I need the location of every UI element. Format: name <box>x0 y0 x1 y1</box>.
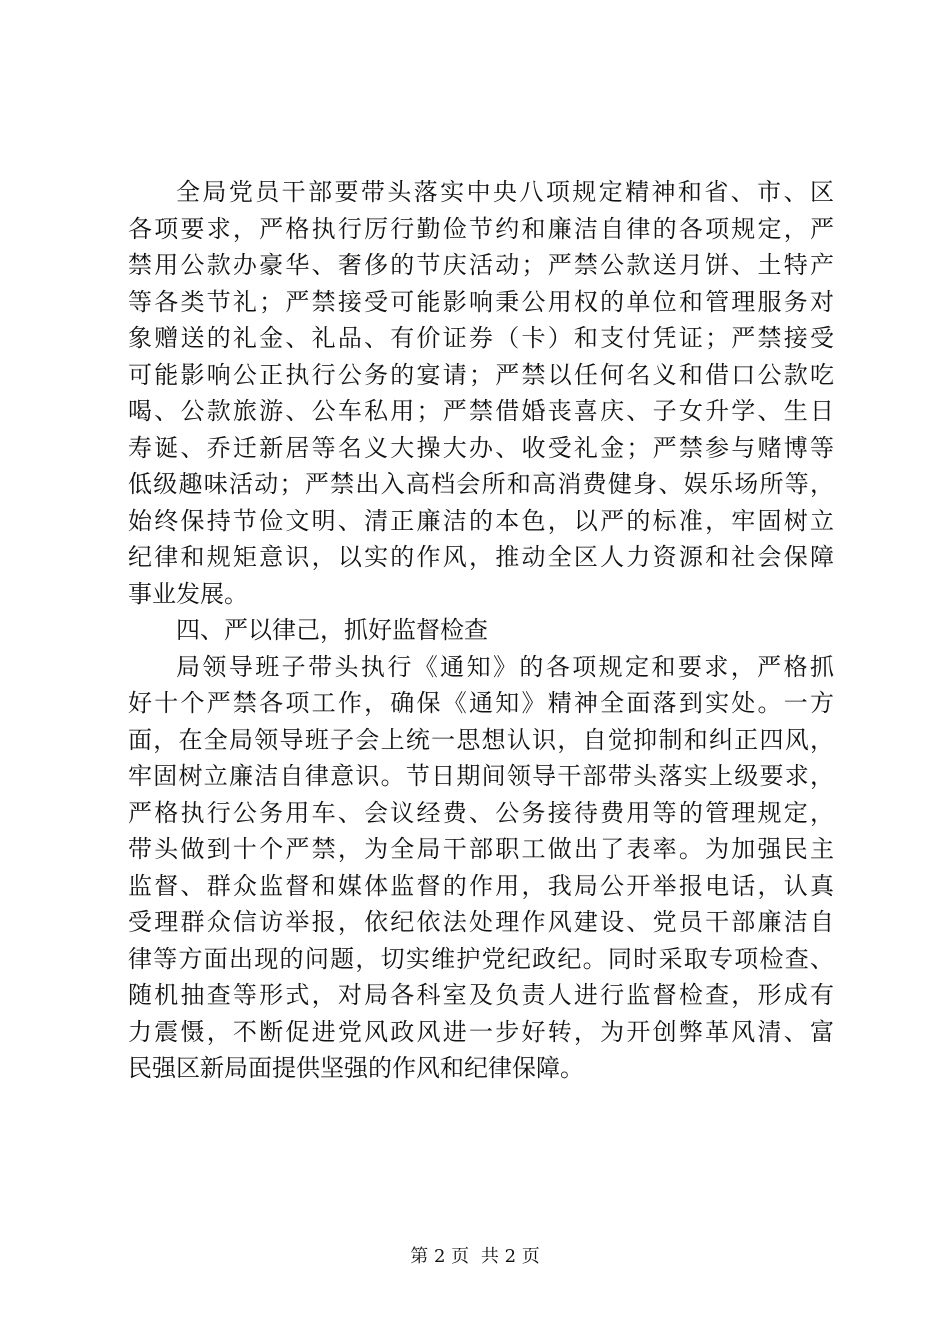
text-line: 力震慑，不断促进党风政风进一步好转，为开创弊革风清、富 <box>128 1017 834 1046</box>
paragraph-supervision <box>128 649 834 1087</box>
text-line: 低级趣味活动；严禁出入高档会所和高消费健身、娱乐场所等， <box>128 470 834 498</box>
page-number: 第 2 页 <box>410 1246 470 1267</box>
text-line: 民强区新局面提供坚强的作风和纪律保障。 <box>128 1054 584 1082</box>
text-line: 牢固树立廉洁自律意识。节日期间领导干部带头落实上级要求， <box>128 762 834 790</box>
text-line: 全局党员干部要带头落实中央八项规定精神和省、市、区 <box>176 178 834 206</box>
text-line: 受理群众信访举报，依纪依法处理作风建设、党员干部廉洁自 <box>128 908 834 936</box>
section-heading: 四、严以律己，抓好监督检查 <box>176 616 488 644</box>
text-line: 事业发展。 <box>128 579 248 608</box>
text-line: 好十个严禁各项工作，确保《通知》精神全面落到实处。一方 <box>128 689 834 717</box>
text-line: 纪律和规矩意识，以实的作风，推动全区人力资源和社会保障 <box>128 543 834 571</box>
text-line: 寿诞、乔迁新居等名义大操大办、收受礼金；严禁参与赌博等 <box>128 433 834 462</box>
text-line: 律等方面出现的问题，切实维护党纪政纪。同时采取专项检查、 <box>128 944 834 973</box>
text-line: 带头做到十个严禁，为全局干部职工做出了表率。为加强民主 <box>128 835 834 863</box>
document-body <box>128 174 834 1087</box>
text-line: 监督、群众监督和媒体监督的作用，我局公开举报电话，认真 <box>128 871 834 900</box>
page-footer <box>0 1242 950 1268</box>
page-total: 共 2 页 <box>480 1246 540 1267</box>
text-line: 随机抽查等形式，对局各科室及负责人进行监督检查，形成有 <box>128 981 834 1009</box>
text-line: 局领导班子带头执行《通知》的各项规定和要求，严格抓 <box>176 652 834 681</box>
text-line: 可能影响公正执行公务的宴请；严禁以任何名义和借口公款吃 <box>128 360 834 389</box>
text-line: 喝、公款旅游、公车私用；严禁借婚丧喜庆、子女升学、生日 <box>128 397 834 425</box>
text-line: 面，在全局领导班子会上统一思想认识，自觉抑制和纠正四风， <box>128 725 834 754</box>
text-line: 严格执行公务用车、会议经费、公务接待费用等的管理规定， <box>128 798 834 827</box>
paragraph-discipline-rules <box>128 174 834 612</box>
text-line: 始终保持节俭文明、清正廉洁的本色，以严的标准，牢固树立 <box>128 506 834 535</box>
text-line: 等各类节礼；严禁接受可能影响秉公用权的单位和管理服务对 <box>128 287 834 316</box>
text-line: 各项要求，严格执行厉行勤俭节约和廉洁自律的各项规定，严 <box>128 214 834 243</box>
text-line: 象赠送的礼金、礼品、有价证券（卡）和支付凭证；严禁接受 <box>128 324 834 352</box>
text-line: 禁用公款办豪华、奢侈的节庆活动；严禁公款送月饼、土特产 <box>128 251 834 279</box>
